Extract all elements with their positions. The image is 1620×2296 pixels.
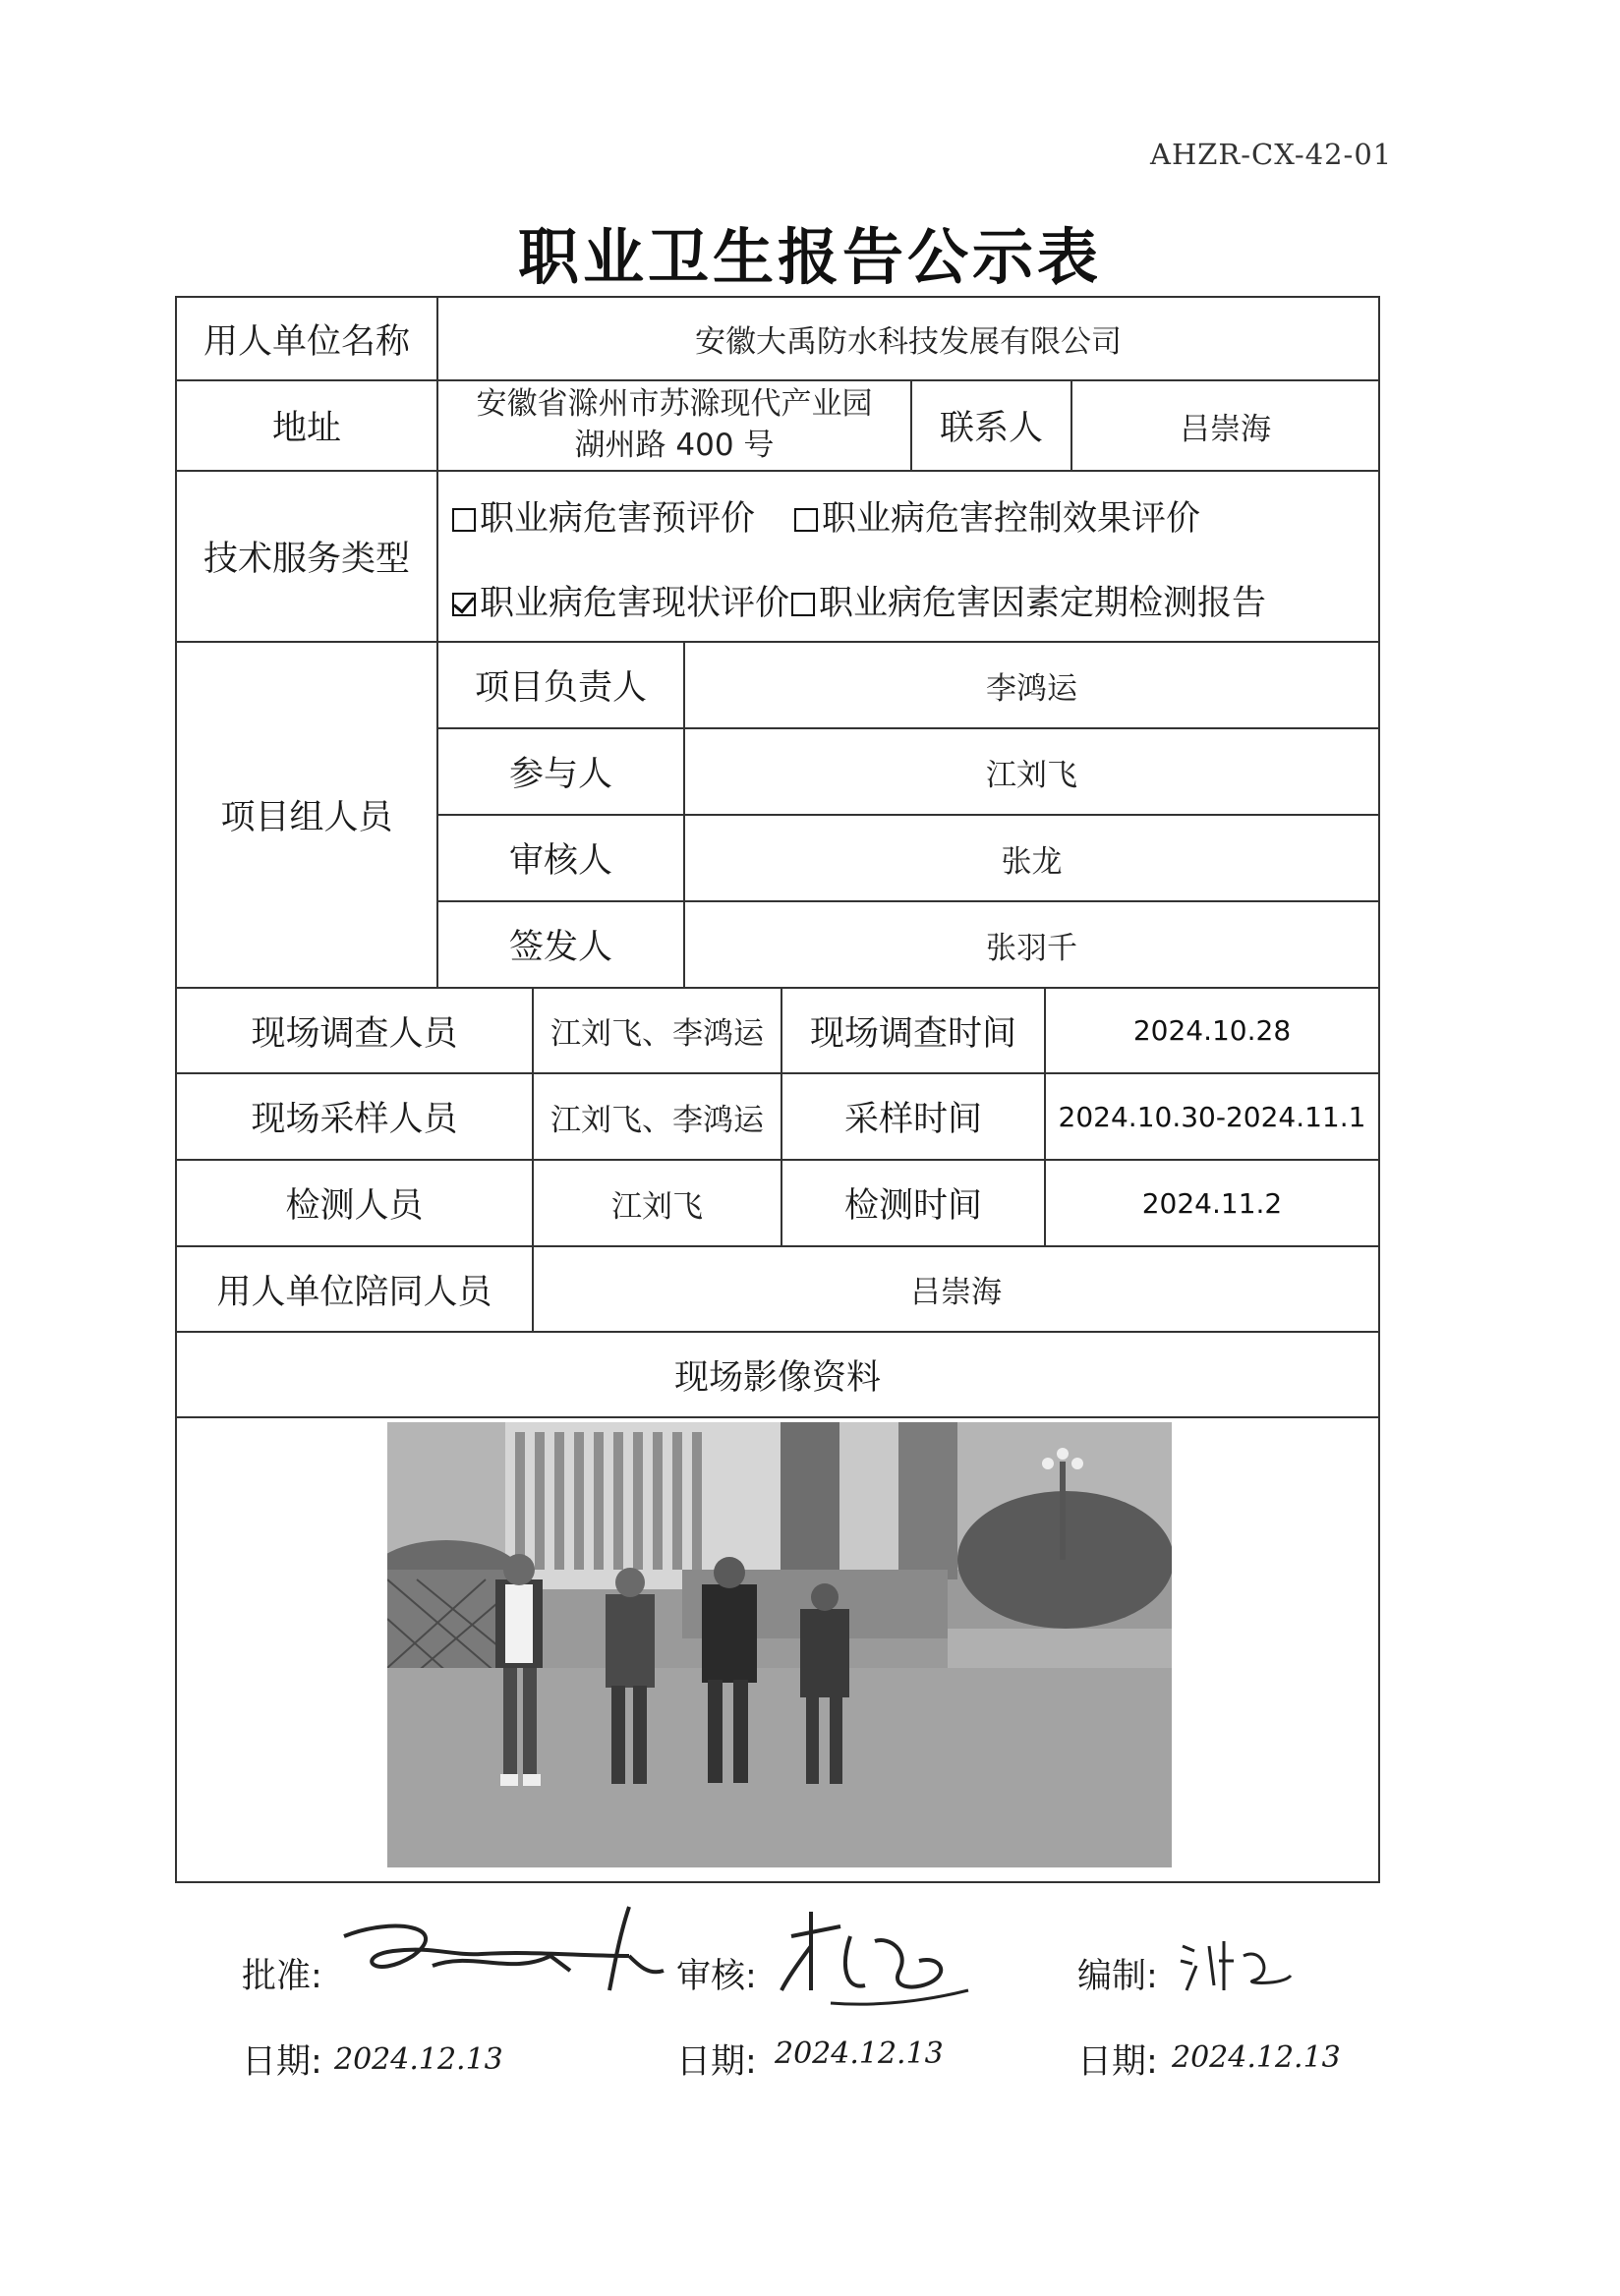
date-label-compile: 日期:	[1077, 2042, 1158, 2082]
service-label: 技术服务类型	[175, 470, 436, 641]
checkbox-checked-icon	[452, 593, 476, 616]
checkbox-icon	[791, 593, 815, 616]
sampling-time-label: 采样时间	[781, 1072, 1044, 1159]
team-name-issuer: 张羽千	[683, 900, 1378, 987]
date-value-approve: 2024.12.13	[334, 2042, 503, 2077]
date-label-review: 日期:	[676, 2042, 757, 2082]
testing-people: 江刘飞	[532, 1159, 781, 1245]
team-role-issuer: 签发人	[436, 900, 683, 987]
form-border-bottom	[175, 1881, 1380, 1883]
escort-label: 用人单位陪同人员	[175, 1245, 532, 1331]
address-value	[436, 379, 910, 470]
survey-time-label: 现场调查时间	[781, 987, 1044, 1072]
document-code: AHZR-CX-42-01	[1150, 138, 1393, 171]
team-label: 项目组人员	[175, 641, 436, 987]
sampling-time: 2024.10.30-2024.11.1	[1044, 1072, 1378, 1159]
service-option-periodic-testing[interactable]: 职业病危害因素定期检测报告	[791, 576, 1266, 625]
team-role-participant: 参与人	[436, 727, 683, 814]
employer-label: 用人单位名称	[175, 296, 436, 379]
service-line-1	[452, 491, 1376, 541]
service-option-status-assessment[interactable]: 职业病危害现状评价	[452, 576, 789, 625]
survey-time: 2024.10.28	[1044, 987, 1378, 1072]
team-role-reviewer: 审核人	[436, 814, 683, 900]
review-label: 审核:	[676, 1957, 757, 1996]
service-option-control-effect[interactable]: 职业病危害控制效果评价	[794, 491, 1200, 541]
compile-signature	[1175, 1936, 1293, 1995]
review-signature	[772, 1897, 978, 2015]
address-line-1: 安徽省滁州市苏滁现代产业园	[476, 386, 873, 423]
service-option-pre-assessment[interactable]: 职业病危害预评价	[452, 491, 755, 541]
site-photo-image	[387, 1422, 1172, 1867]
compile-label: 编制:	[1077, 1957, 1158, 1996]
date-value-compile: 2024.12.13	[1172, 2040, 1341, 2075]
report-form	[175, 296, 1378, 1883]
photo-section-label: 现场影像资料	[175, 1331, 1378, 1416]
sampling-label: 现场采样人员	[175, 1072, 532, 1159]
team-role-lead: 项目负责人	[436, 641, 683, 727]
contact-value: 吕崇海	[1070, 379, 1378, 470]
checkbox-icon	[452, 508, 476, 532]
employer-value: 安徽大禹防水科技发展有限公司	[436, 296, 1378, 379]
checkbox-icon	[794, 508, 818, 532]
testing-time-label: 检测时间	[781, 1159, 1044, 1245]
address-label: 地址	[175, 379, 436, 470]
service-line-2	[452, 576, 1376, 625]
form-border-right	[1378, 296, 1380, 1883]
team-name-participant: 江刘飞	[683, 727, 1378, 814]
date-value-review: 2024.12.13	[775, 2037, 944, 2071]
contact-label: 联系人	[910, 379, 1070, 470]
approve-signature	[334, 1897, 668, 2005]
sampling-people: 江刘飞、李鸿运	[532, 1072, 781, 1159]
team-name-reviewer: 张龙	[683, 814, 1378, 900]
team-name-lead: 李鸿运	[683, 641, 1378, 727]
approve-label: 批准:	[242, 1957, 322, 1996]
escort-value: 吕崇海	[532, 1245, 1378, 1331]
survey-people: 江刘飞、李鸿运	[532, 987, 781, 1072]
address-line-2: 湖州路 400 号	[574, 428, 775, 463]
page-title: 职业卫生报告公示表	[517, 221, 1102, 293]
testing-label: 检测人员	[175, 1159, 532, 1245]
survey-label: 现场调查人员	[175, 987, 532, 1072]
testing-time: 2024.11.2	[1044, 1159, 1378, 1245]
date-label-approve: 日期:	[242, 2042, 322, 2082]
site-photo	[387, 1422, 1172, 1867]
